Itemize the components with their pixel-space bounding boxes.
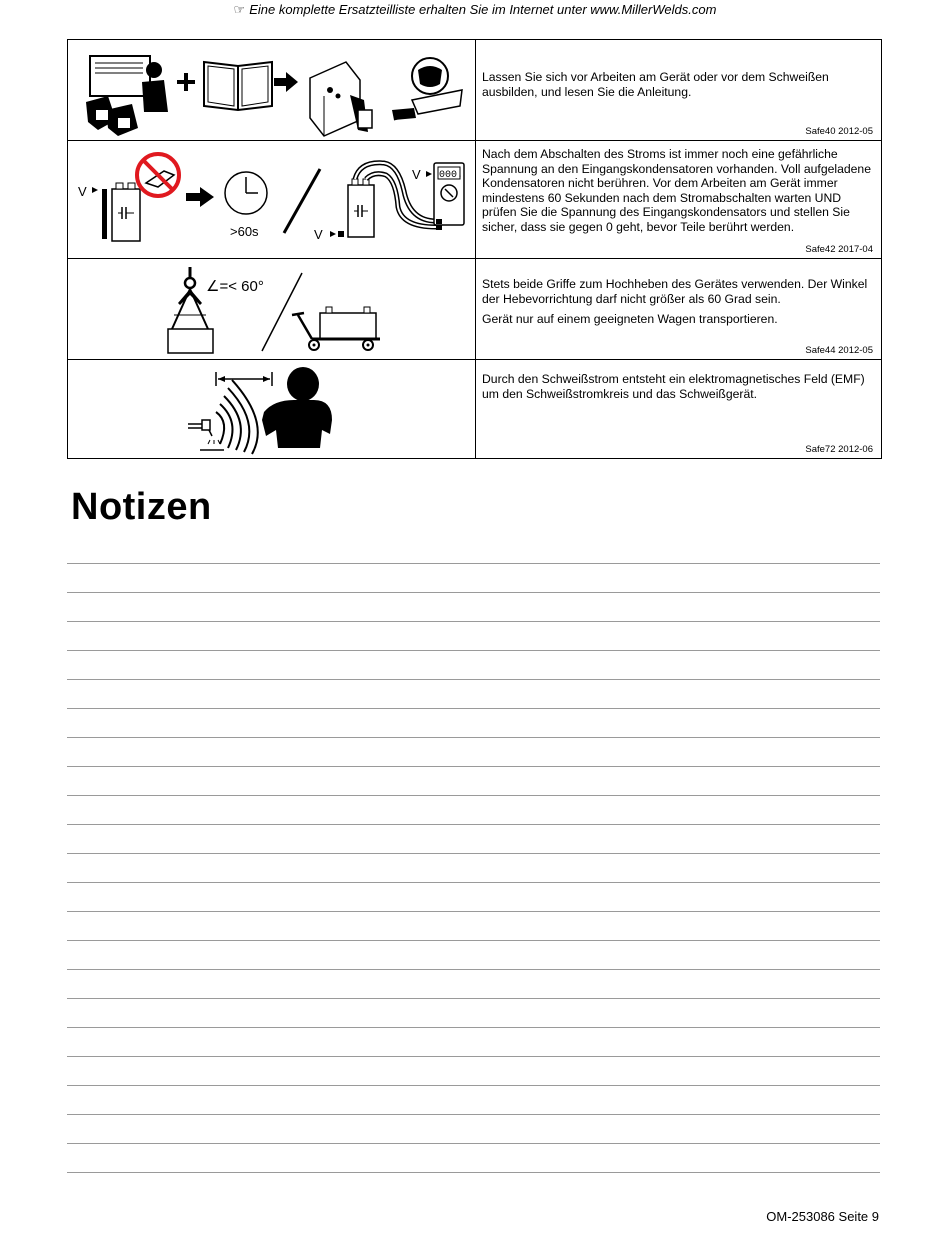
note-line bbox=[67, 535, 880, 564]
header bbox=[0, 2, 950, 18]
page-footer: OM-253086 Seite 9 bbox=[766, 1209, 879, 1224]
note-line bbox=[67, 883, 880, 912]
note-line bbox=[67, 825, 880, 854]
safety-paragraph: Nach dem Abschalten des Stroms ist immer noch eine gefährliche Spannung an den Eingangskondensatoren vorhanden. Voll aufgeladene Kondensatoren nicht berühren. Vor dem Arbeiten am Gerät immer mindestens 60 Sekunden nach dem Stromabschalten warten UND prüfen Sie die Spannung des Eingangskondensators und stellen Sie sicher, dass sie gegen 0 geht, bevor Teile berührt werden. bbox=[482, 147, 871, 234]
note-line bbox=[67, 854, 880, 883]
note-line bbox=[67, 709, 880, 738]
emf-field-icon bbox=[68, 360, 476, 459]
safety-code: Safe44 2012-05 bbox=[805, 345, 873, 356]
note-line bbox=[67, 1115, 880, 1144]
note-line bbox=[67, 622, 880, 651]
note-line bbox=[67, 1028, 880, 1057]
safety-table bbox=[67, 39, 882, 459]
time-label: >60s bbox=[230, 224, 259, 239]
note-line bbox=[67, 680, 880, 709]
safety-row-training bbox=[68, 40, 882, 141]
safety-code: Safe72 2012-06 bbox=[805, 444, 873, 455]
safety-text-lifting bbox=[476, 259, 882, 360]
note-line bbox=[67, 651, 880, 680]
voltage-label: V bbox=[314, 227, 323, 242]
note-line bbox=[67, 1144, 880, 1173]
note-line bbox=[67, 999, 880, 1028]
safety-paragraph: Durch den Schweißstrom entsteht ein elektromagnetisches Feld (EMF) um den Schweißstromkreis und das Schweißgerät. bbox=[482, 372, 865, 401]
meter-readout: 000. bbox=[439, 170, 464, 181]
safety-text-capacitor bbox=[476, 141, 882, 259]
safety-paragraph: Gerät nur auf einem geeigneten Wagen transportieren. bbox=[482, 312, 778, 327]
safety-text-emf bbox=[476, 360, 882, 459]
notes-lines bbox=[67, 535, 880, 1173]
safety-code: Safe40 2012-05 bbox=[805, 126, 873, 137]
note-line bbox=[67, 767, 880, 796]
note-line bbox=[67, 1057, 880, 1086]
safety-code: Safe42 2017-04 bbox=[805, 244, 873, 255]
safety-paragraph: Stets beide Griffe zum Hochheben des Gerätes verwenden. Der Winkel der Hebevorrichtung darf nicht größer als 60 Grad sein. bbox=[482, 277, 868, 306]
safety-text-training bbox=[476, 40, 882, 141]
header-text: Eine komplette Ersatzteilliste erhalten Sie im Internet unter www.MillerWelds.com bbox=[249, 2, 717, 17]
note-line bbox=[67, 796, 880, 825]
pointing-hand-icon: ☞ bbox=[233, 2, 246, 17]
note-line bbox=[67, 970, 880, 999]
note-line bbox=[67, 912, 880, 941]
capacitor-discharge-icon bbox=[68, 141, 476, 259]
safety-row-lifting bbox=[68, 259, 882, 360]
safety-row-capacitor bbox=[68, 141, 882, 259]
voltage-label: V bbox=[78, 184, 87, 199]
angle-label: ∠=< 60° bbox=[206, 278, 264, 295]
note-line bbox=[67, 941, 880, 970]
voltage-label: V bbox=[412, 167, 421, 182]
note-line bbox=[67, 593, 880, 622]
notes-title: Notizen bbox=[71, 486, 212, 528]
note-line bbox=[67, 1086, 880, 1115]
safety-row-emf bbox=[68, 360, 882, 459]
lifting-angle-icon bbox=[68, 259, 476, 360]
safety-paragraph: Lassen Sie sich vor Arbeiten am Gerät oder vor dem Schweißen ausbilden, und lesen Sie die Anleitung. bbox=[482, 70, 829, 99]
note-line bbox=[67, 738, 880, 767]
note-line bbox=[67, 564, 880, 593]
training-manual-icon bbox=[68, 40, 476, 141]
